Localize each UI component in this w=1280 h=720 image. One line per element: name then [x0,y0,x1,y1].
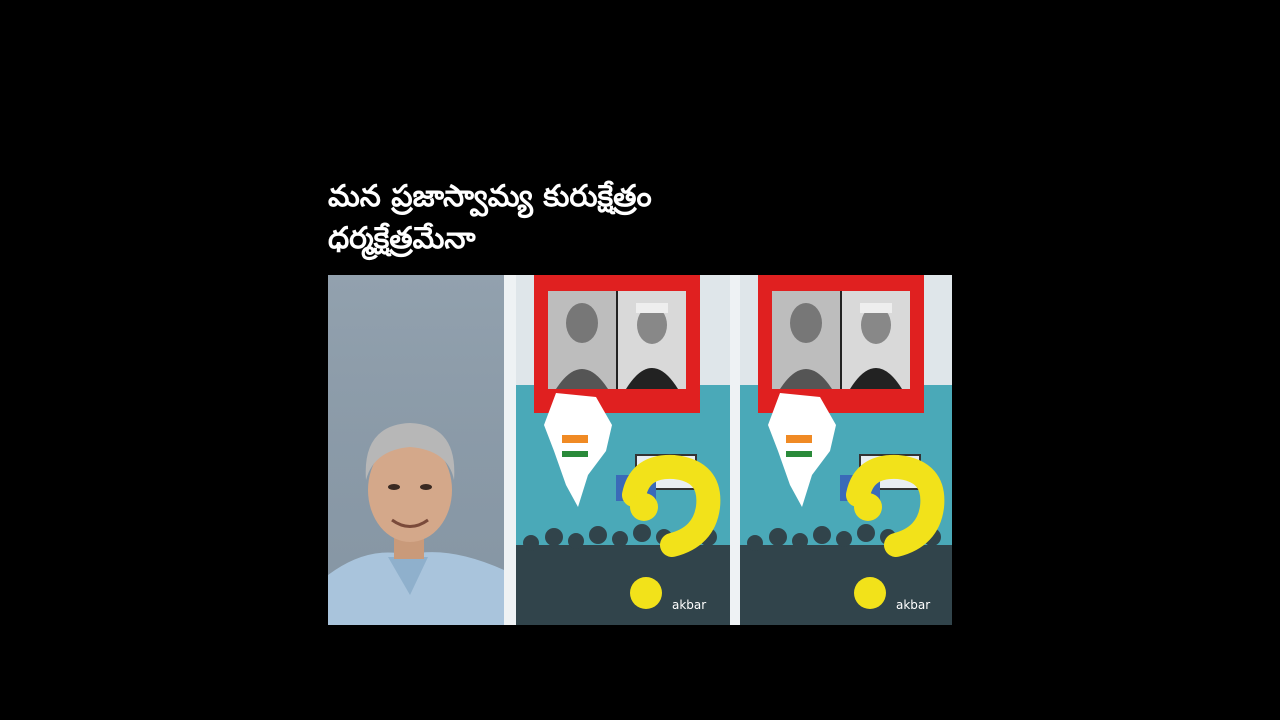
article-title-line-1: మన ప్రజాస్వామ్య కురుక్షేత్రం [328,179,652,214]
article-title [328,176,952,260]
article-title-line-2: ధర్మక్షేత్రమేనా [328,221,476,256]
author-portrait [328,275,504,625]
article-image [328,275,952,625]
cartoon-panel-1 [516,275,730,625]
cartoon-panel-2 [740,275,952,625]
cartoonist-signature-1: akbar [672,598,707,612]
cartoonist-signature-2: akbar [896,598,931,612]
